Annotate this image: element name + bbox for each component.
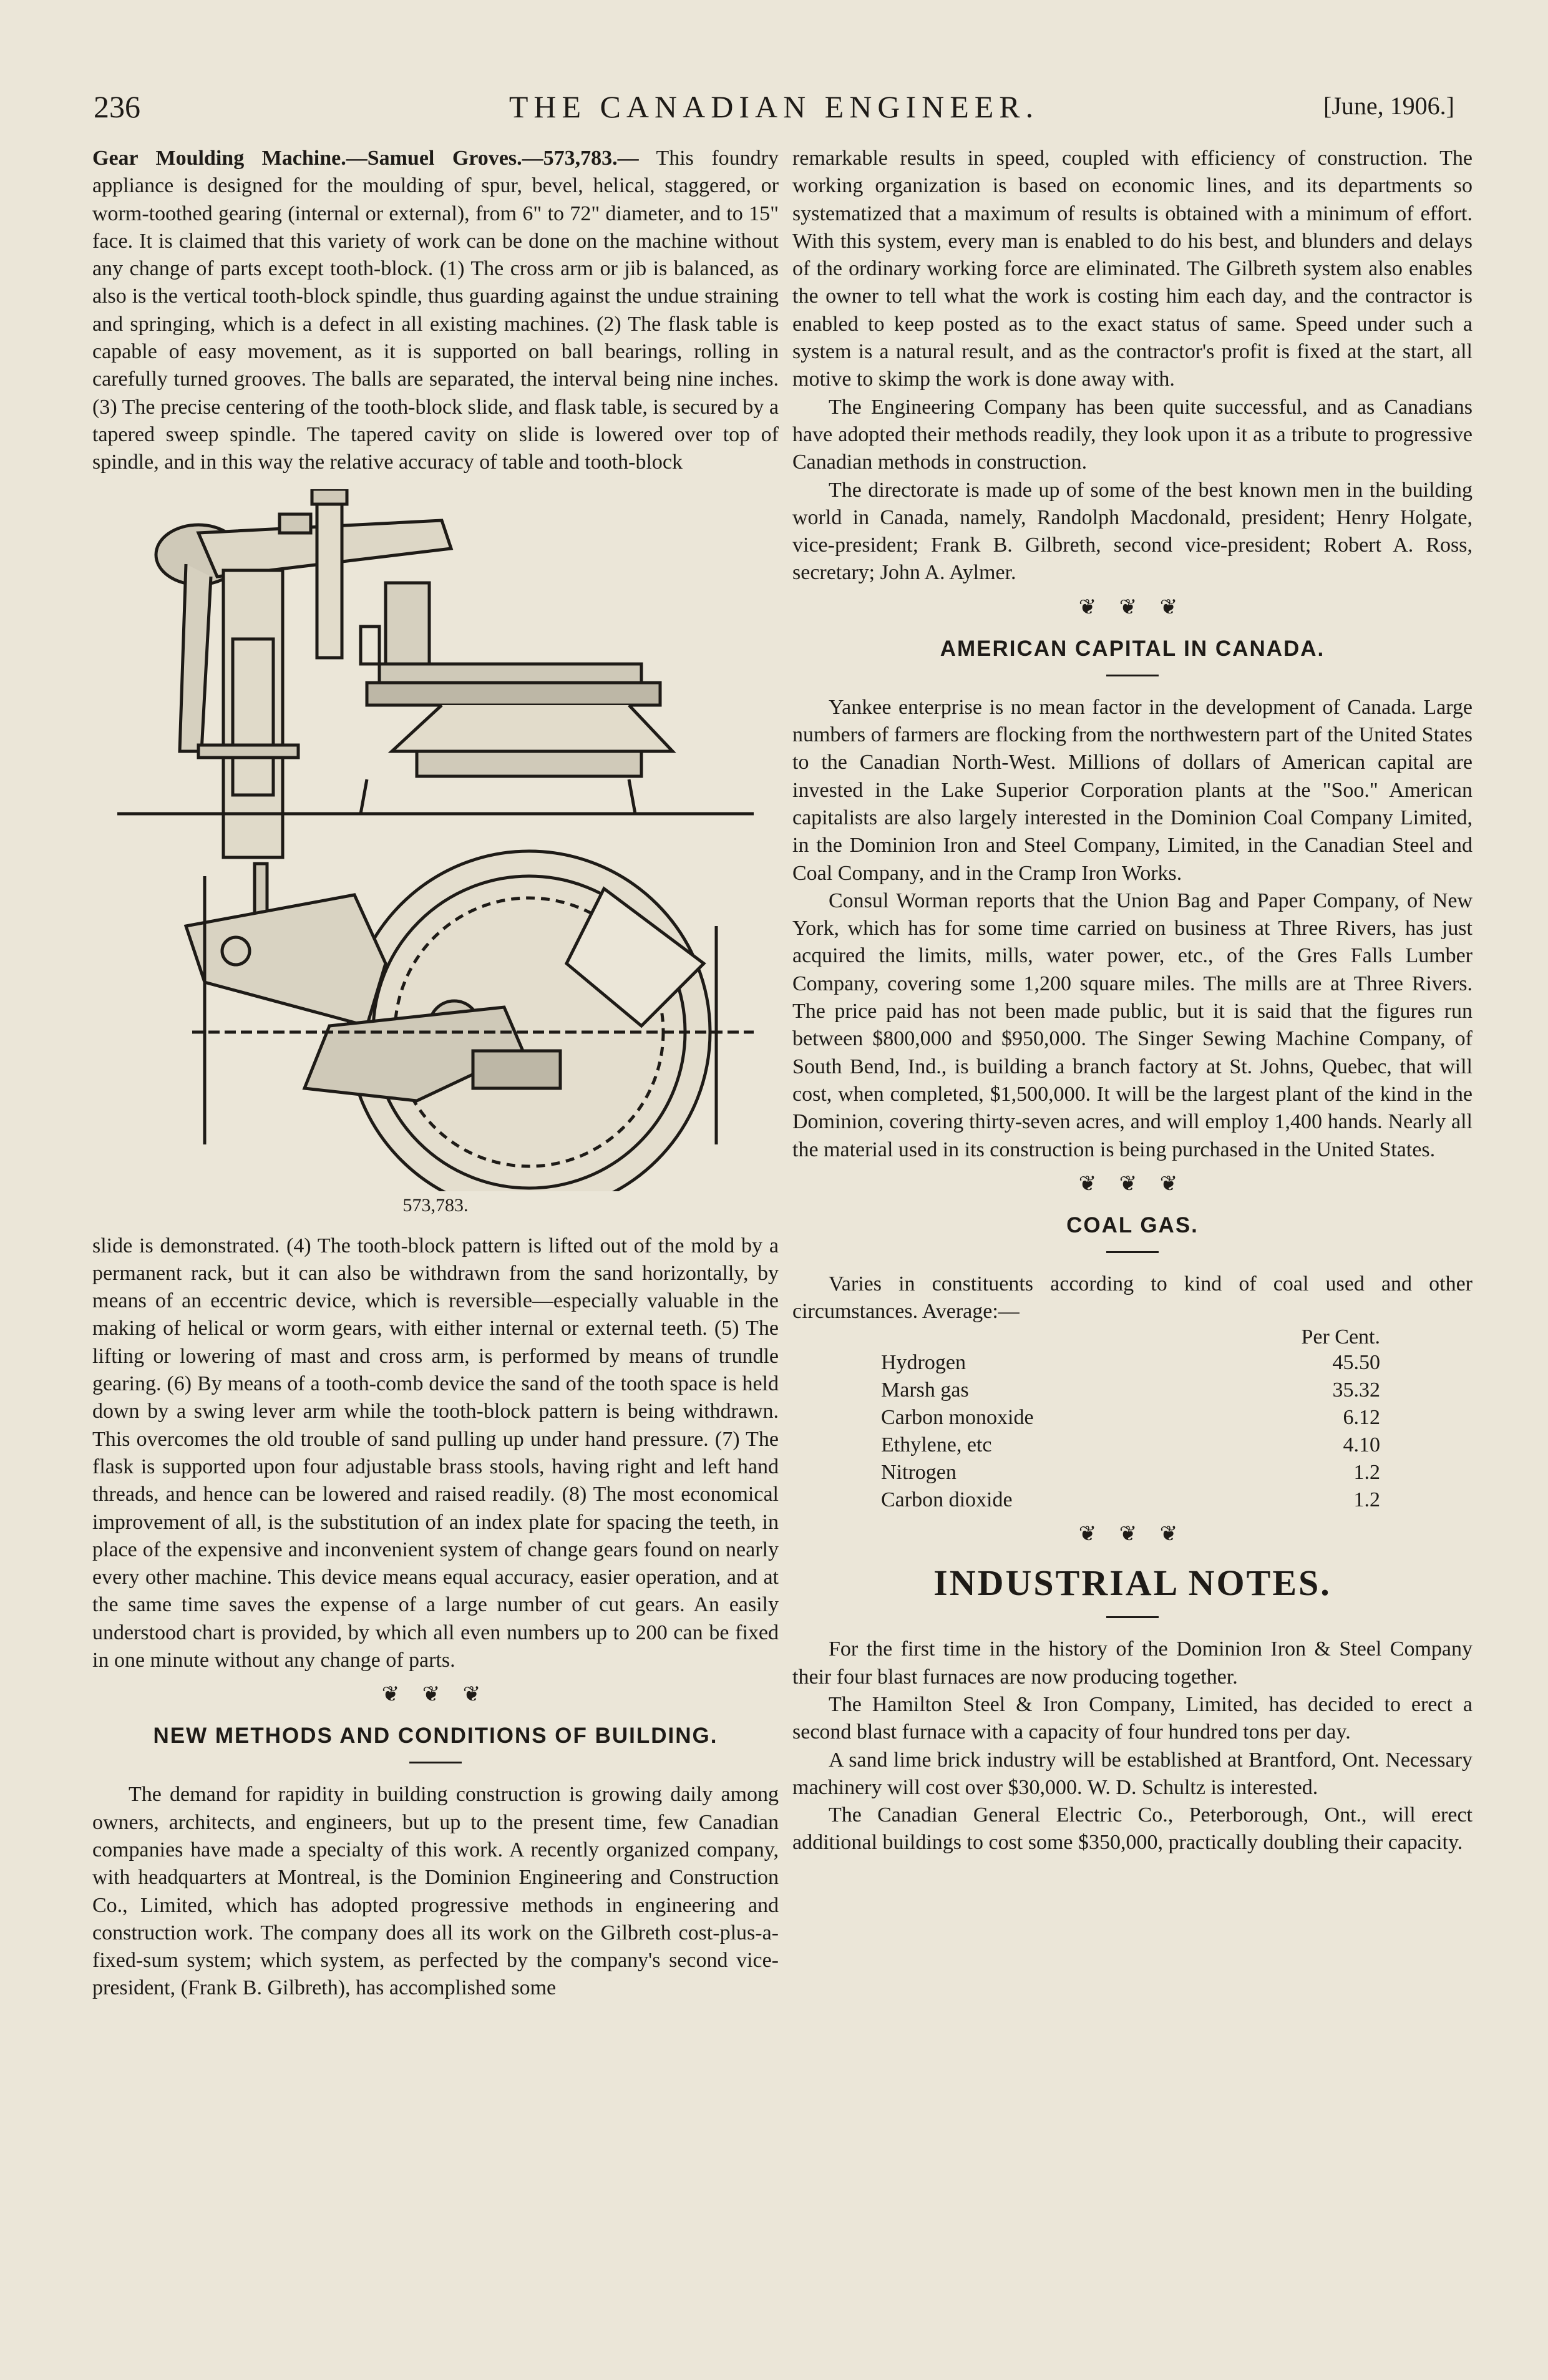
note-item: The Hamilton Steel & Iron Company, Limited, has decided to erect a second blast furnace with a capacity of four hundred tons per day. [792,1692,1473,1744]
title-rule [1106,1251,1159,1253]
ornament-divider: ❦ ❦ ❦ [381,1683,490,1707]
figure-caption: 573,783. [402,1194,469,1216]
coal-gas-title: COAL GAS. [1066,1212,1199,1237]
gear-moulding-machine-illustration [92,489,779,1191]
capital-text: Yankee enterprise is no mean factor in the development of Canada. Large numbers of farmers are flocking from the northwestern part of the United States to the Canadian North-West. Millions of dollars of American capital are invested in the Lake Superior Corporation plants at the "Soo." American capitalists are also largely interested in the Dominion Coal Company Limited, in the Dominion Iron and Steel Company, Limited, in the Canadian Steel and Coal Company, and in the Cramp Iron Works. [792,695,1473,885]
methods-title: NEW METHODS AND CONDITIONS OF BUILDING. [153,1724,718,1748]
coal-gas-text: Varies in constituents according to kind of coal used and other circumstances. Average:— [792,1272,1473,1324]
table-row: Nitrogen 1.2 [881,1461,1380,1485]
capital-text-2: Consul Worman reports that the Union Bag and Paper Company, of New York, which has for some time carried on business at Three Rivers, has just acquired the limits, mills, water power, etc., of the Gres Falls Lumber Company, covering some 1,200 square miles. The mills are at Three Rivers. The price paid has not been made public, but it is said that the figures run between $800,000 and $950,000. The Singer Sewing Machine Company, of South Bend, Ind., is building a branch factory at St. Johns, Quebec, that will cost, when completed, $1,500,000. It will be the largest plant of the kind in the Dominion, covering thirty-seven acres, and will employ 1,400 hands. Nearly all the material used in its construction is being purchased in the United States. [792,889,1473,1161]
table-row: Hydrogen 45.50 [881,1351,1380,1375]
table-row: Marsh gas 35.32 [881,1378,1380,1402]
table-row: Ethylene, etc 4.10 [881,1433,1380,1457]
journal-title: THE CANADIAN ENGINEER. [509,89,1039,124]
ornament-divider: ❦ ❦ ❦ [1078,595,1187,619]
percent-header: Per Cent. [1301,1325,1380,1349]
coal-gas-table [881,1349,1380,1514]
ornament-divider: ❦ ❦ ❦ [1078,1523,1187,1546]
issue-date: [June, 1906.] [1323,92,1454,120]
page-header [94,89,1454,132]
left-column [92,145,779,2002]
table-row: Carbon dioxide 1.2 [881,1488,1380,1512]
continued-text-2: The Engineering Company has been quite successful, and as Canadians have adopted their methods readily, they look upon it as a tribute to progressive Canadian methods in construction. [792,395,1473,474]
right-column [792,145,1473,1857]
title-rule [1106,1616,1159,1618]
methods-text: The demand for rapidity in building construction is growing daily among owners, architects, and engineers, but up to the present time, few Canadian companies have made a specialty of this work. A recently organized company, with headquarters at Montreal, is the Dominion Engineering and Construction Co., Limited, which has adopted progressive methods in engineering and construction work. The company does all its work on the Gilbreth cost-plus-a-fixed-sum system; which system, as perfected by the company's second vice-president, (Frank B. Gilbreth), has accomplished some [92,1783,779,2000]
table-row: Carbon monoxide 6.12 [881,1406,1380,1430]
gear-text: This foundry appliance is designed for the moulding of spur, bevel, helical, staggered, or worm-toothed gearing (internal or external), from 6" to 72" diameter, and to 15" face. It is claimed that this variety of work can be done on the machine without any change of parts except tooth-block. (1) The cross arm or jib is balanced, as also is the vertical tooth-block spindle, thus guarding against the undue straining and springing, which is a defect in all existing machines. (2) The flask table is capable of easy movement, as it is supported on ball bearings, rolling in carefully turned grooves. The balls are separated, the interval being nine inches. (3) The precise centering of the tooth-block slide, and flask table, is secured by a tapered sweep spindle. The tapered cavity on slide is lowered over top of spindle, and in this way the relative accuracy of table and tooth-block [92,147,779,474]
note-item: A sand lime brick industry will be established at Brantford, Ont. Necessary machinery will cost over $30,000. W. D. Schultz is interested. [792,1748,1473,1799]
ornament-divider: ❦ ❦ ❦ [1078,1172,1187,1196]
page-number: 236 [94,89,140,124]
continued-text: remarkable results in speed, coupled with efficiency of construction. The working organization is based on economic lines, and its departments so systematized that a maximum of results is obtained with a minimum of effort. With this system, every man is enabled to do his best, and blunders and delays of the ordinary working force are eliminated. The Gilbreth system also enables the owner to tell what the work is costing him each day, and the contractor is enabled to keep posted as to the exact status of same. Speed under such a system is a natural result, and as the contractor's profit is fixed at the start, all motive to skimp the work is done away with. [792,147,1473,391]
note-item: For the first time in the history of the Dominion Iron & Steel Company their four blast furnaces are now producing together. [792,1637,1473,1689]
industrial-notes-title: INDUSTRIAL NOTES. [933,1563,1331,1604]
continued-text-3: The directorate is made up of some of the best known men in the building world in Canada, namely, Randolph Macdonald, president; Henry Holgate, vice-president; Frank B. Gilbreth, second vice-president; Robert A. Ross, secretary; John A. Aylmer. [792,478,1473,585]
gear-article [92,145,779,477]
title-rule [409,1762,462,1763]
gear-title: Gear Moulding Machine.—Samuel Groves.—573,783.— [92,147,639,170]
note-item: The Canadian General Electric Co., Peterborough, Ont., will erect additional buildings to cost some $350,000, practically doubling their capacity. [792,1803,1473,1855]
title-rule [1106,675,1159,676]
capital-title: AMERICAN CAPITAL IN CANADA. [940,636,1325,661]
gear-text-2: slide is demonstrated. (4) The tooth-block pattern is lifted out of the mold by a permanent rack, but it can also be withdrawn from the sand horizontally, by means of an eccentric device, which is reversible—especially valuable in the making of helical or worm gears, with either internal or external teeth. (5) The lifting or lowering of mast and cross arm, is performed by means of trundle gearing. (6) By means of a tooth-comb device the sand of the tooth space is held down by a swing lever arm while the tooth-block pattern is being withdrawn. This overcomes the old trouble of sand pulling up under hand pressure. (7) The flask is supported upon four adjustable brass stools, having right and left hand threads, and hence can be lowered and raised readily. (8) The most economical improvement of all, is the substitution of an index plate for spacing the teeth, in place of the expensive and inconvenient system of change gears found on nearly every other machine. This device means equal accuracy, easier operation, and at the same time saves the expense of a large number of cut gears. An easily understood chart is provided, by which all even numbers up to 200 can be fixed in one minute without any change of parts. [92,1234,779,1672]
machine-figure [92,489,779,1191]
